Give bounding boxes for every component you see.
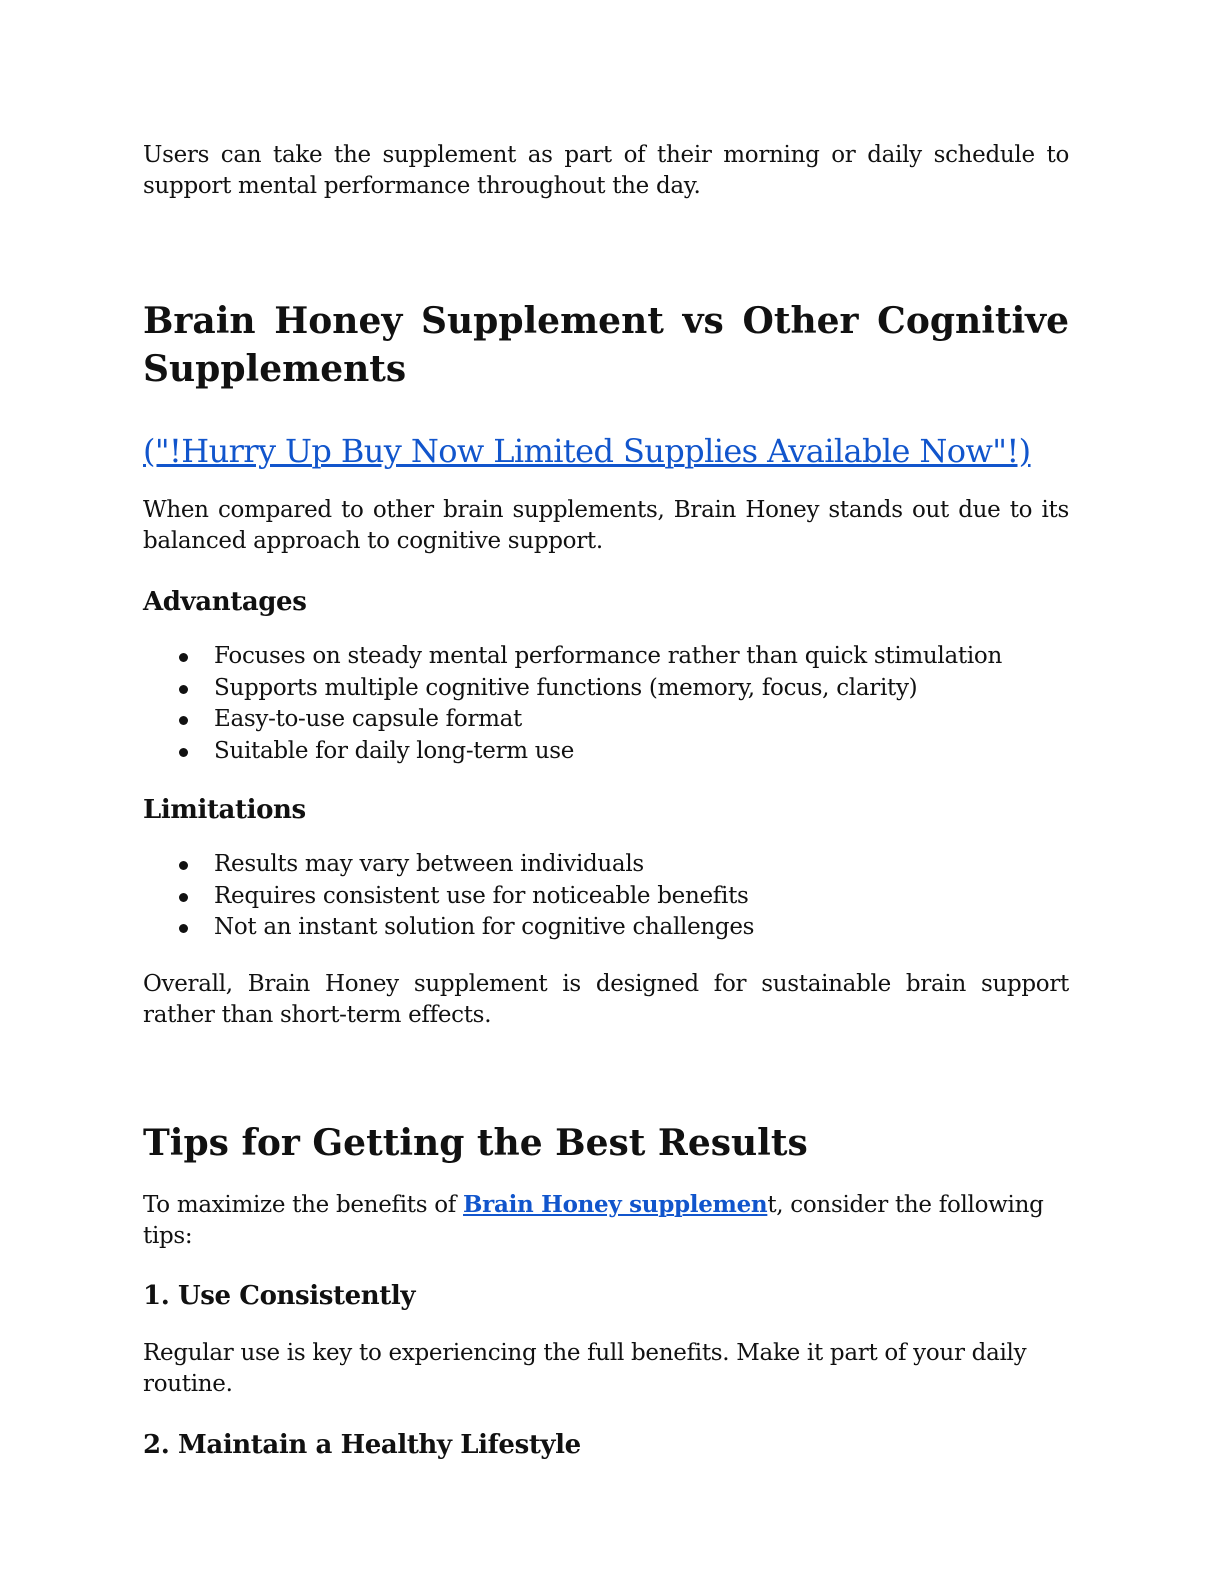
comparison-intro: When compared to other brain supplements, Brain Honey stands out due to its balanced approach to cognitive support.	[143, 497, 1069, 554]
list-item: Requires consistent use for noticeable benefits	[214, 881, 1069, 913]
cta-container	[143, 431, 1069, 471]
bullet-icon	[179, 861, 188, 870]
limitations-list	[143, 849, 1069, 944]
buy-now-link[interactable]: ("!Hurry Up Buy Now Limited Supplies Available Now"!)	[143, 432, 1031, 470]
list-item: Easy-to-use capsule format	[214, 704, 1069, 736]
list-item: Supports multiple cognitive functions (memory, focus, clarity)	[214, 673, 1069, 705]
advantages-list	[143, 641, 1069, 767]
bullet-icon	[179, 748, 188, 757]
limitations-heading: Limitations	[143, 795, 306, 825]
advantages-heading: Advantages	[143, 587, 307, 617]
comparison-heading: Brain Honey Supplement vs Other Cognitive Supplements	[143, 300, 1069, 390]
tip-body: Regular use is key to experiencing the full benefits. Make it part of your daily routine.	[143, 1339, 1027, 1397]
bullet-icon	[179, 685, 188, 694]
tips-intro: To maximize the benefits of Brain Honey supplement, consider the following tips:	[143, 1190, 1044, 1249]
list-item: Results may vary between individuals	[214, 849, 1069, 881]
tip-heading: 2. Maintain a Healthy Lifestyle	[143, 1429, 581, 1460]
list-item: Focuses on steady mental performance rather than quick stimulation	[214, 641, 1069, 673]
tip-heading: 1. Use Consistently	[143, 1280, 416, 1311]
bullet-icon	[179, 924, 188, 933]
intro-paragraph: Users can take the supplement as part of their morning or daily schedule to support mental performance throughout the day.	[143, 142, 1069, 199]
brain-honey-supplement-link[interactable]: Brain Honey supplemen	[463, 1190, 768, 1218]
tips-heading: Tips for Getting the Best Results	[143, 1121, 808, 1164]
list-item: Not an instant solution for cognitive challenges	[214, 912, 1069, 944]
comparison-conclusion: Overall, Brain Honey supplement is designed for sustainable brain support rather than short-term effects.	[143, 970, 1069, 1028]
bullet-icon	[179, 893, 188, 902]
document-page	[143, 140, 1069, 1462]
bullet-icon	[179, 653, 188, 662]
bullet-icon	[179, 716, 188, 725]
list-item: Suitable for daily long-term use	[214, 736, 1069, 768]
